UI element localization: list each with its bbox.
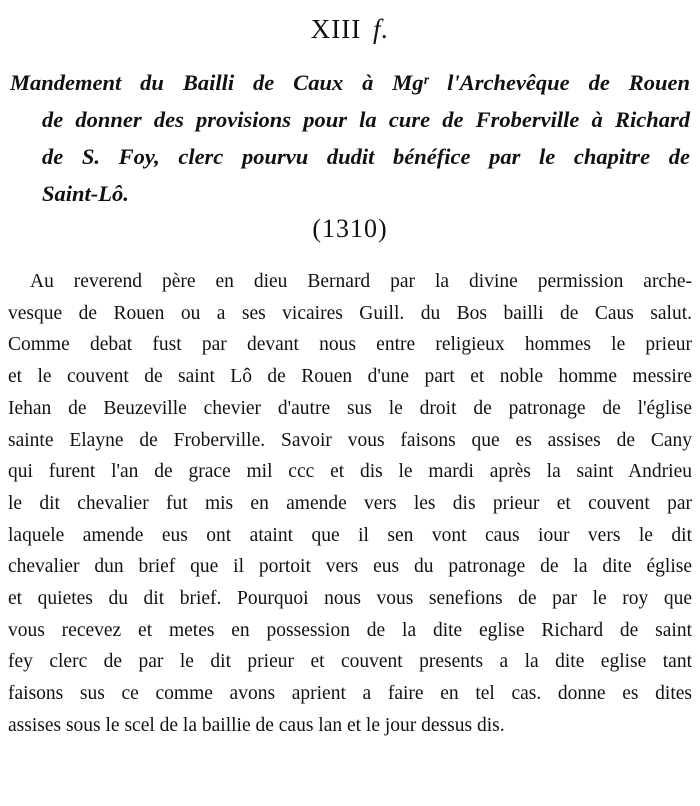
- body-line: laquele amende eus ont ataint que il sen vont caus iour vers le dit: [8, 524, 692, 546]
- body-line: et le couvent de saint Lô de Rouen d'une part et noble homme messire: [8, 366, 692, 388]
- body-line: Comme debat fust par devant nous entre religieux hommes le prieur: [8, 334, 692, 356]
- body-line: chevalier dun brief que il portoit vers eus du patronage de la dite église: [8, 556, 692, 578]
- body-line: Iehan de Beuzeville chevier d'autre sus le droit de patronage de l'église: [8, 397, 692, 419]
- body-line: fey clerc de par le dit prieur et couvent presents a la dite eglise tant: [8, 651, 692, 673]
- document-number-suffix: f.: [372, 14, 390, 44]
- document-number: [0, 14, 700, 45]
- title-line: Saint-Lô.: [42, 181, 129, 206]
- body-line: et quietes du dit brief. Pourquoi nous vous senefions de par le roy que: [8, 588, 692, 610]
- body-line: sainte Elayne de Froberville. Savoir vous faisons que es assises de Cany: [8, 429, 692, 451]
- document-number-roman: XIII: [310, 14, 362, 44]
- body-line: vous recevez et metes en possession de la dite eglise Richard de saint: [8, 619, 692, 641]
- document-title: [10, 64, 690, 212]
- body-line: Au reverend père en dieu Bernard par la divine permission arche-: [30, 271, 692, 292]
- title-line: de S. Foy, clerc pourvu dudit bénéfice par le chapitre de: [42, 144, 690, 169]
- body-line: qui furent l'an de grace mil ccc et dis le mardi après la saint Andrieu: [8, 461, 692, 483]
- title-line: de donner des provisions pour la cure de Froberville à Richard: [42, 107, 690, 132]
- body-line: assises sous le scel de la baillie de caus lan et le jour dessus dis.: [8, 714, 505, 736]
- body-line: vesque de Rouen ou a ses vicaires Guill. du Bos bailli de Caus salut.: [8, 302, 692, 324]
- body-line: le dit chevalier fut mis en amende vers les dis prieur et couvent par: [8, 492, 692, 514]
- body-line: faisons sus ce comme avons aprient a faire en tel cas. donne es dites: [8, 683, 692, 705]
- document-body: [8, 266, 692, 742]
- title-line: Mandement du Bailli de Caux à Mgʳ l'Archevêque de Rouen: [10, 70, 690, 95]
- document-year: (1310): [312, 214, 388, 243]
